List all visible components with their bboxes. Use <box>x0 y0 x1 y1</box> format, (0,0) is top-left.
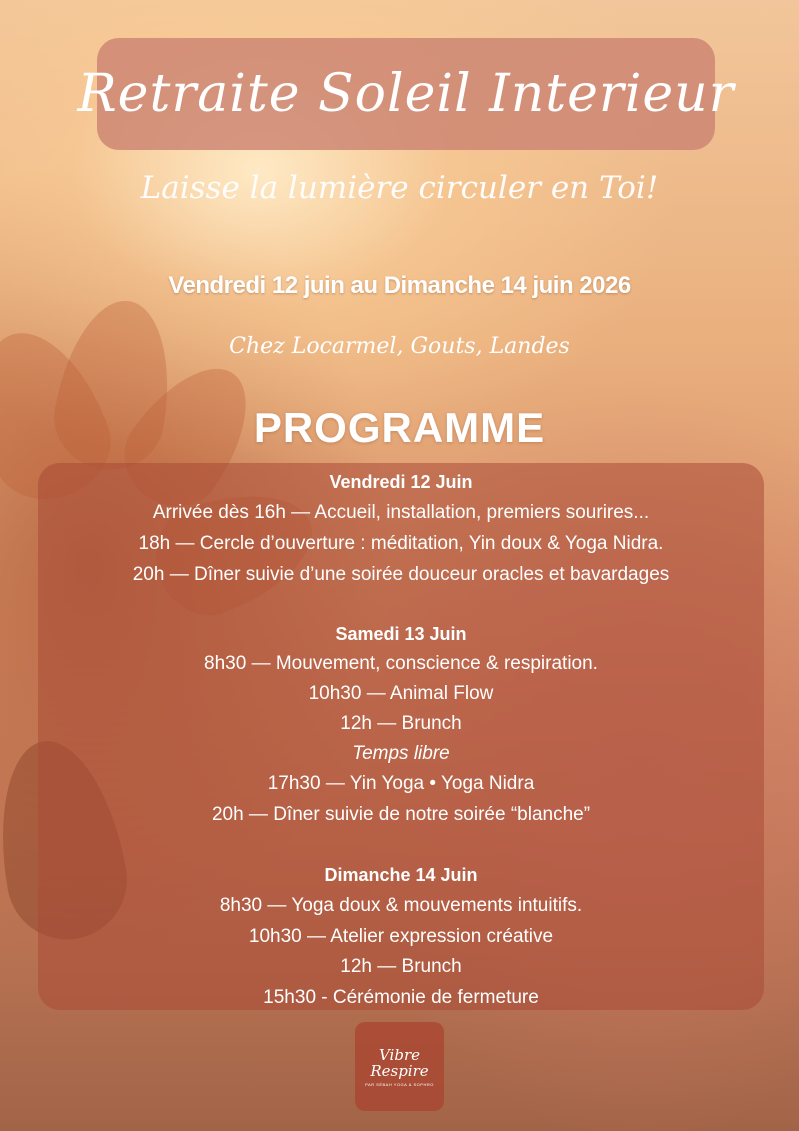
schedule-item: 12h — Brunch <box>340 956 462 977</box>
page-title: Retraite Soleil Interieur <box>77 64 735 124</box>
schedule-item: 8h30 — Yoga doux & mouvements intuitifs. <box>219 895 583 916</box>
event-dates: Vendredi 12 juin au Dimanche 14 juin 2026 <box>168 272 631 299</box>
schedule-item: Temps libre <box>352 743 450 764</box>
tagline: Laisse la lumière circuler en Toi! <box>140 170 659 206</box>
event-location: Chez Locarmel, Gouts, Landes <box>229 334 570 359</box>
schedule-item: 18h — Cercle d’ouverture : méditation, Yin doux & Yoga Nidra. <box>138 533 664 554</box>
brand-logo <box>355 1022 444 1111</box>
schedule-item: 12h — Brunch <box>340 713 462 734</box>
schedule-item: 10h30 — Animal Flow <box>308 683 494 704</box>
logo-text-respire: Respire <box>370 1061 429 1080</box>
day-heading: Vendredi 12 Juin <box>329 472 473 492</box>
logo-subtitle: PAR SÉBAH YOGA & SOPHRO <box>365 1081 434 1087</box>
schedule-item: 20h — Dîner suivie d’une soirée douceur oracles et bavardages <box>132 564 670 585</box>
schedule-item: 20h — Dîner suivie de notre soirée “blanche” <box>211 804 591 825</box>
schedule-item: Arrivée dès 16h — Accueil, installation, premiers sourires... <box>152 502 650 523</box>
programme-heading: PROGRAMME <box>253 404 546 451</box>
logo-text-vibre: Vibre <box>378 1045 420 1064</box>
day-heading: Dimanche 14 Juin <box>324 865 478 885</box>
schedule-item: 8h30 — Mouvement, conscience & respiration. <box>204 653 598 674</box>
schedule-item: 15h30 - Cérémonie de fermeture <box>263 987 539 1008</box>
day-heading: Samedi 13 Juin <box>335 624 467 644</box>
title-banner <box>77 38 735 150</box>
schedule-item: 17h30 — Yin Yoga • Yoga Nidra <box>267 773 535 794</box>
schedule-item: 10h30 — Atelier expression créative <box>248 926 554 947</box>
